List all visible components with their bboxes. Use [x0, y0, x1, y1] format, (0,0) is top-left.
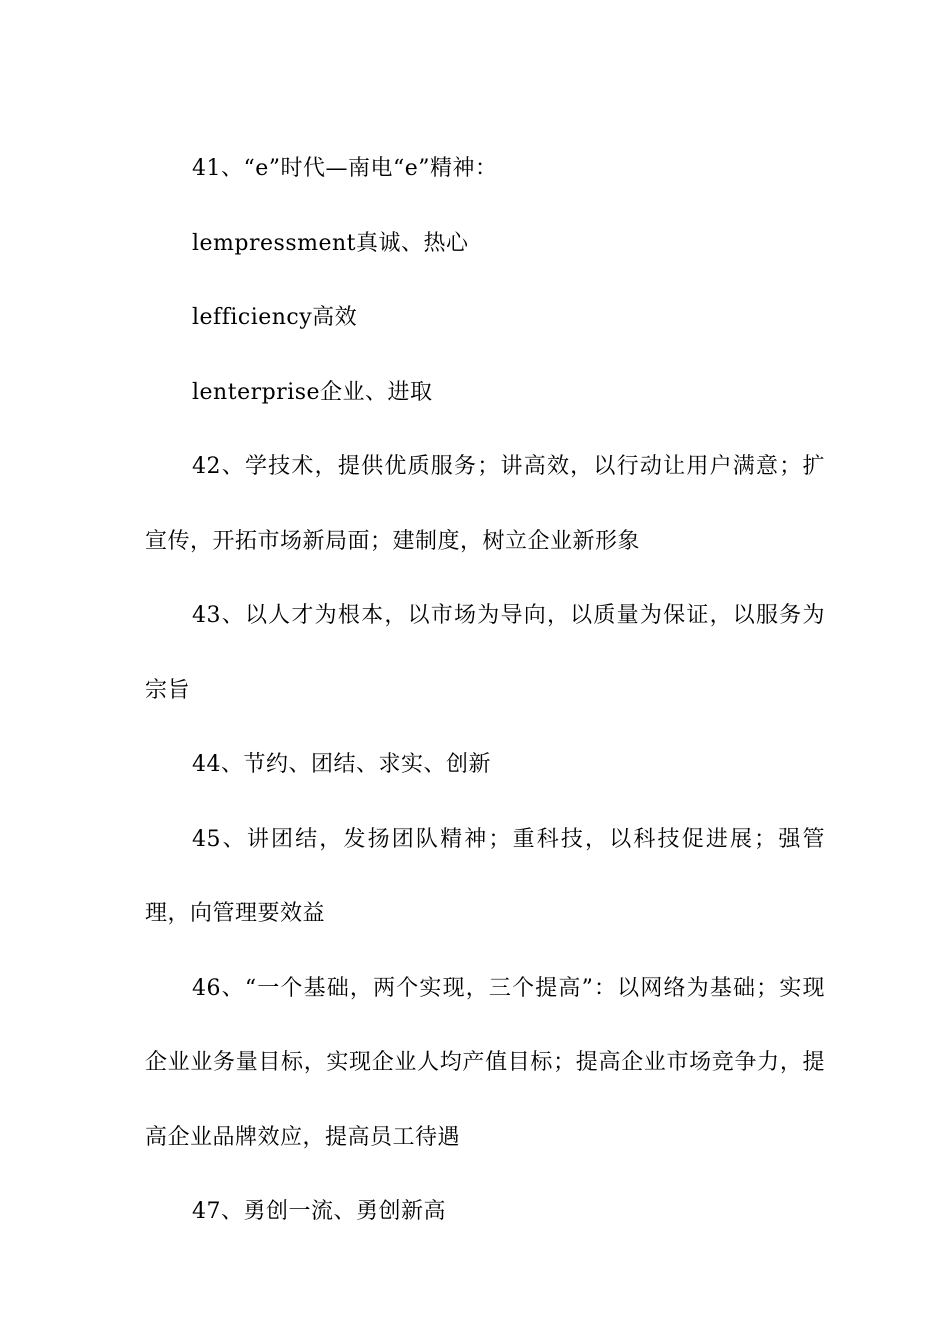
paragraph-45: 45、讲团结，发扬团队精神；重科技，以科技促进展；强管理，向管理要效益 — [145, 826, 825, 926]
paragraph-43: 43、以人才为根本，以市场为导向，以质量为保证，以服务为宗旨 — [145, 603, 825, 703]
paragraph-41-item-efficiency: lefficiency高效 — [192, 305, 358, 330]
paragraph-41: 41、“e”时代—南电“e”精神： — [192, 156, 498, 181]
document-body — [145, 132, 825, 1250]
paragraph-44: 44、节约、团结、求实、创新 — [192, 752, 491, 777]
paragraph-42: 42、学技术，提供优质服务；讲高效，以行动让用户满意；扩宣传，开拓市场新局面；建制度，树立企业新形象 — [145, 454, 825, 554]
paragraph-41-item-empressment: lempressment真诚、热心 — [192, 230, 469, 256]
paragraph-47: 47、勇创一流、勇创新高 — [192, 1199, 446, 1224]
paragraph-46: 46、“一个基础，两个实现，三个提高”：以网络为基础；实现企业业务量目标，实现企业人均产值目标；提高企业市场竞争力，提高企业品牌效应，提高员工待遇 — [145, 975, 825, 1150]
paragraph-41-item-enterprise: lenterprise企业、进取 — [192, 379, 433, 405]
